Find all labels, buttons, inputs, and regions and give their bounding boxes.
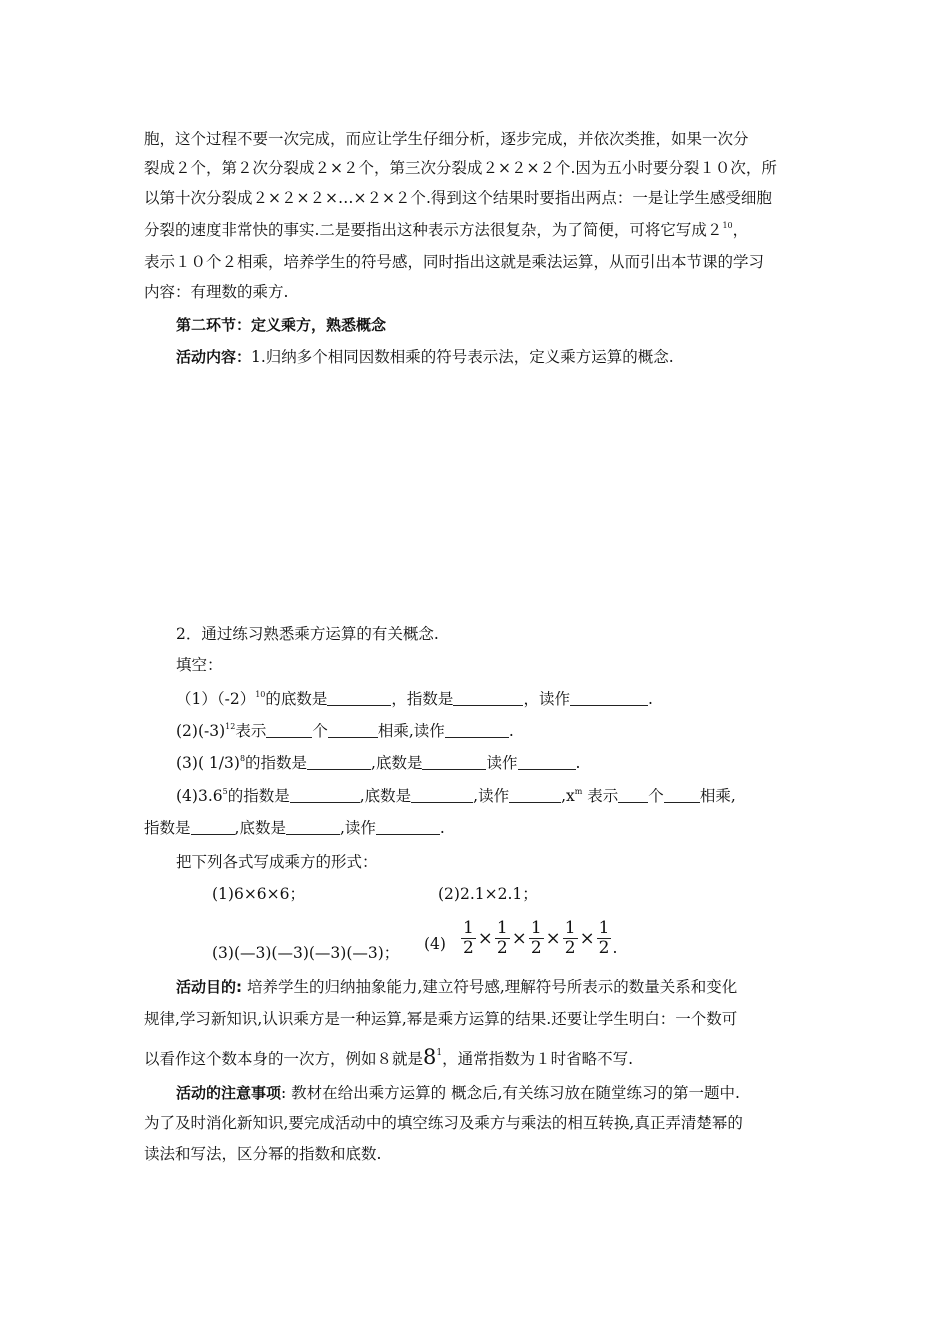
- paragraph-line: 表示１０个２相乘，培养学生的符号感，同时指出这就是乘法运算，从而引出本节课的学习: [144, 253, 765, 271]
- answer-blank[interactable]: [422, 754, 486, 770]
- activity-label: 活动内容：: [176, 348, 252, 366]
- fraction: $\frac{1}{2}$: [598, 917, 610, 958]
- paragraph-line: 胞，这个过程不要一次完成，而应让学生仔细分析，逐步完成，并依次类推，如果一次分: [144, 130, 749, 148]
- answer-blank[interactable]: [509, 787, 561, 803]
- question-4-cont: 指数是 ,底数是 ,读作 .: [144, 819, 445, 837]
- notes-line: 为了及时消化新知识,要完成活动中的填空练习及乘方与乘法的相互转换,真正弄清楚幂的: [144, 1114, 743, 1132]
- answer-blank[interactable]: [570, 690, 648, 706]
- answer-blank[interactable]: [411, 787, 473, 803]
- section-heading: 第二环节：定义乘方，熟悉概念: [176, 316, 387, 334]
- answer-blank[interactable]: [445, 722, 509, 738]
- paragraph-line: 内容：有理数的乘方.: [144, 283, 289, 301]
- answer-blank[interactable]: [327, 690, 391, 706]
- answer-blank[interactable]: [290, 787, 360, 803]
- question-3: (3)( 1/3)$^8$的指数是 ,底数是 读作 .: [176, 754, 581, 772]
- fraction: $\frac{1}{2}$: [462, 917, 474, 958]
- answer-blank[interactable]: [328, 722, 378, 738]
- question-4: $(4)3.6^5$的指数是 ,底数是 ,读作 $,x^m$ 表示 个 相乘,: [176, 787, 736, 805]
- fill-label: 填空：: [176, 656, 223, 674]
- answer-blank[interactable]: [376, 819, 440, 835]
- purpose-line: 规律,学习新知识,认识乘方是一种运算,幂是乘方运算的结果.还要让学生明白：一个数可: [144, 1010, 738, 1028]
- answer-blank[interactable]: [307, 754, 371, 770]
- question-1: $(1)(-2)^{10}$的底数是 ，指数是 ，读作 .: [176, 690, 653, 708]
- write-item-3: (3)(—3)(—3)(—3)(—3)；: [212, 944, 400, 962]
- fraction: $\frac{1}{2}$: [564, 917, 576, 958]
- write-item-4: (4) $\frac{1}{2}$ × $\frac{1}{2}$ × $\frac{1}{2}$ × $\frac{1}{2}$ × $\frac{1}{2}$ .: [424, 917, 618, 958]
- paragraph-line: 裂成２个，第２次分裂成２×２个，第三次分裂成２×２×２个.因为五小时要分裂１０次，所: [144, 159, 777, 177]
- notes-label: 活动的注意事项: [176, 1084, 282, 1102]
- notes-line: 活动的注意事项: 教材在给出乘方运算的 概念后,有关练习放在随堂练习的第一题中.: [176, 1084, 740, 1102]
- activity-content: 活动内容：1.归纳多个相同因数相乘的符号表示法，定义乘方运算的概念.: [176, 348, 674, 366]
- paragraph-line: 分裂的速度非常快的事实.二是要指出这种表示方法很复杂，为了简便，可将它写成$2^{10}$，: [144, 221, 749, 239]
- answer-blank[interactable]: [266, 722, 312, 738]
- answer-blank[interactable]: [618, 787, 648, 803]
- answer-blank[interactable]: [286, 819, 340, 835]
- write-item-2: (2)2.1×2.1；: [438, 885, 538, 903]
- paragraph-line: 以第十次分裂成２×２×２×…×２×２个.得到这个结果时要指出两点：一是让学生感受细胞: [144, 189, 772, 207]
- write-item-1: (1)6×6×6；: [212, 885, 306, 903]
- answer-blank[interactable]: [453, 690, 523, 706]
- answer-blank[interactable]: [191, 819, 235, 835]
- purpose-label: 活动目的:: [176, 978, 242, 996]
- fraction: $\frac{1}{2}$: [496, 917, 508, 958]
- question-2: $(2)(-3)^{12}$表示 个 相乘,读作 .: [176, 722, 514, 740]
- write-label: 把下列各式写成乘方的形式：: [176, 853, 378, 871]
- purpose-line: 以看作这个数本身的一次方，例如８就是$8^1$，通常指数为１时省略不写.: [144, 1045, 634, 1069]
- notes-line: 读法和写法，区分幂的指数和底数.: [144, 1145, 382, 1163]
- fraction: $\frac{1}{2}$: [530, 917, 542, 958]
- purpose-line: 活动目的: 培养学生的归纳抽象能力,建立符号感,理解符号所表示的数量关系和变化: [176, 978, 738, 996]
- exponent: 10: [722, 221, 733, 230]
- answer-blank[interactable]: [664, 787, 700, 803]
- practice-intro: 2．通过练习熟悉乘方运算的有关概念.: [176, 625, 439, 643]
- answer-blank[interactable]: [518, 754, 576, 770]
